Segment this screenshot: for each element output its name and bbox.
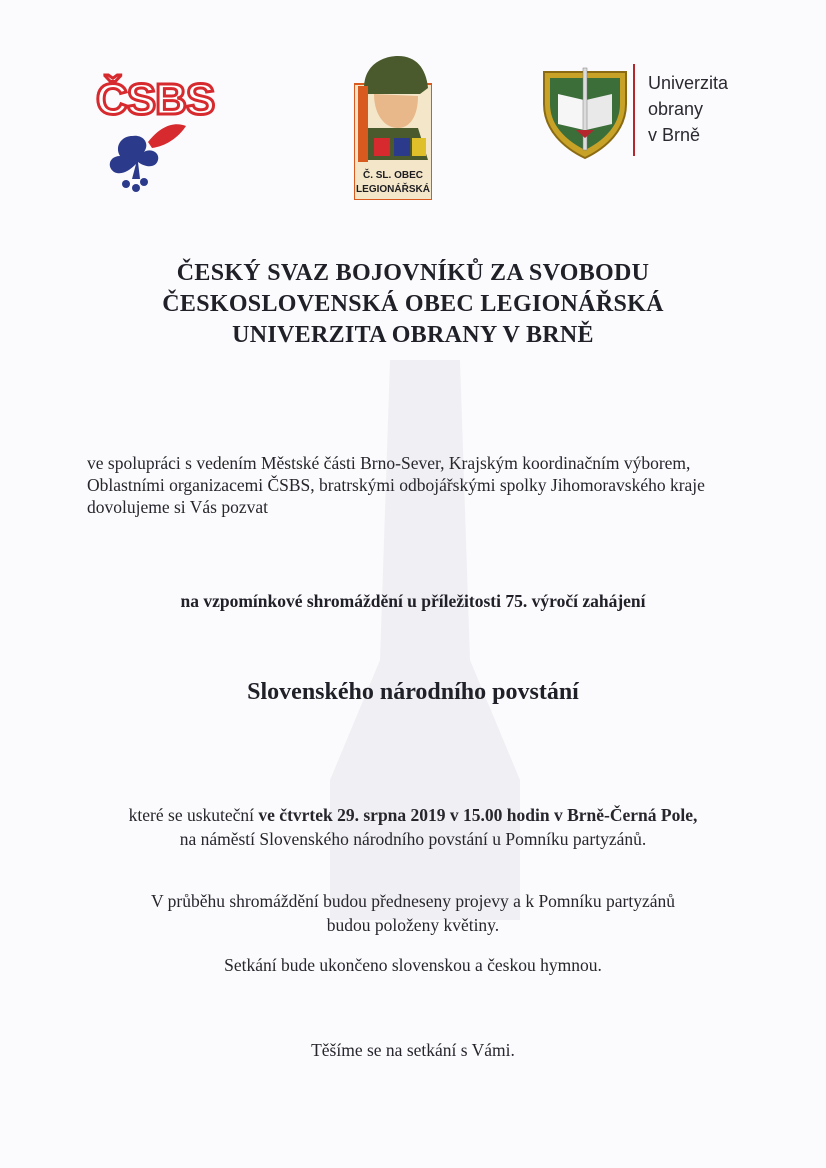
event-title: Slovenského národního povstání [247, 679, 579, 705]
occasion-line: na vzpomínkové shromáždění u příležitosti 75. výročí zahájení [180, 591, 646, 611]
unob-shield-logo [540, 64, 630, 160]
intro-line-3: dovolujeme si Vás pozvat [87, 497, 268, 517]
program-line-1: V průběhu shromáždění budou předneseny projevy a k Pomníku partyzánů [150, 891, 676, 911]
csol-logo-text-1: Č. SL. OBEC [362, 170, 424, 181]
heading-line-2: ČESKOSLOVENSKÁ OBEC LEGIONÁŘSKÁ [162, 291, 664, 317]
details-line-2: na náměstí Slovenského národního povstání u Pomníku partyzánů. [179, 829, 647, 849]
csol-logo-text-2: LEGIONÁŘSKÁ [356, 184, 430, 195]
csbs-logo [92, 64, 222, 194]
university-name-line-3: v Brně [648, 125, 701, 145]
farewell-line: Těšíme se na setkání s Vámi. [311, 1040, 515, 1060]
intro-line-2: Oblastními organizacemi ČSBS, bratrskými odbojářskými spolky Jihomoravského kraje [87, 475, 705, 495]
details-prefix: které se uskuteční [128, 805, 259, 825]
program-line-2: budou položeny květiny. [326, 915, 500, 935]
university-name [648, 70, 728, 148]
program-paragraph [0, 889, 826, 937]
date-and-place: ve čtvrtek 29. srpna 2019 v 15.00 hodin v Brně-Černá Pole, [258, 805, 698, 825]
intro-paragraph [87, 452, 767, 518]
intro-line-1: ve spolupráci s vedením Městské části Brno-Sever, Krajským koordinačním výborem, [87, 453, 691, 473]
university-name-line-2: obrany [648, 99, 704, 119]
event-details [0, 803, 826, 851]
closing-line: Setkání bude ukončeno slovenskou a českou hymnou. [224, 955, 602, 975]
csbs-logo-text: ČSBS [96, 75, 215, 124]
unob-divider [633, 64, 635, 156]
details-line-1 [0, 803, 826, 827]
heading-line-3: UNIVERZITA OBRANY V BRNĚ [232, 322, 594, 348]
csol-logo [354, 54, 432, 200]
heading-line-1: ČESKÝ SVAZ BOJOVNÍKŮ ZA SVOBODU [176, 260, 650, 286]
university-name-line-1: Univerzita [648, 73, 729, 93]
organizers-heading [0, 258, 826, 351]
